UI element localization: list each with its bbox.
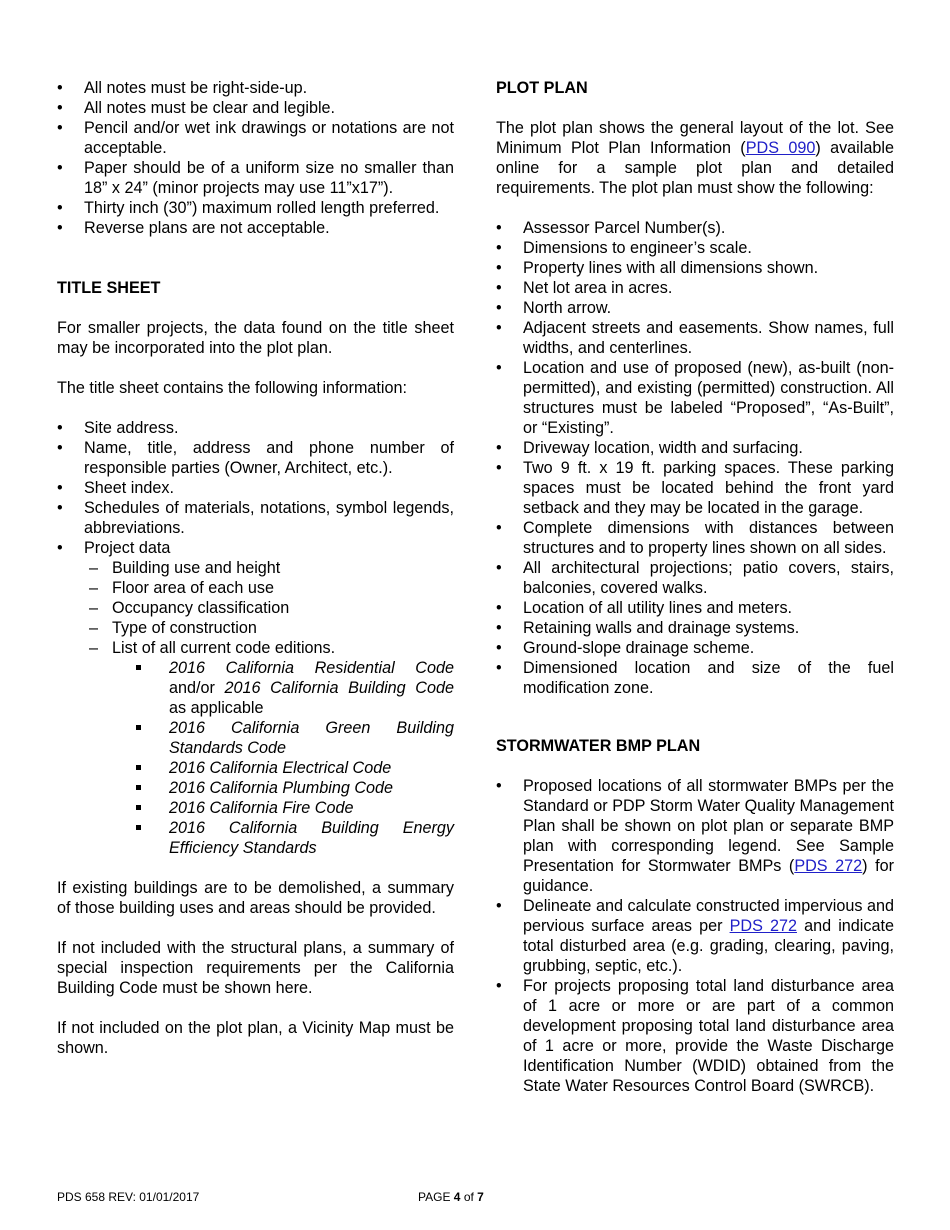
list-item: • Complete dimensions with distances between structures and to property lines shown on all sides. [496, 518, 894, 558]
list-item: • All notes must be clear and legible. [57, 98, 454, 118]
code-editions-label: – List of all current code editions. [57, 638, 454, 658]
project-data-label: • Project data [57, 538, 454, 558]
list-item: • All notes must be right-side-up. [57, 78, 454, 98]
code-editions-item [57, 638, 454, 858]
list-item: • Proposed locations of all stormwater BMPs per the Standard or PDP Storm Water Quality Management Plan shall be shown on plot plan or separate BMP plan with corresponding legend. See Sample Presentation for Stormwater BMPs (PDS 272) for guidance. [496, 776, 894, 896]
page-number: PAGE 4 of 7 [418, 1190, 484, 1204]
plot-plan-heading: PLOT PLAN [496, 79, 588, 97]
list-item: • Ground-slope drainage scheme. [496, 638, 894, 658]
list-item: • Retaining walls and drainage systems. [496, 618, 894, 638]
list-item: 2016 California Plumbing Code [57, 778, 454, 798]
bmp-heading: STORMWATER BMP PLAN [496, 737, 701, 755]
list-item: • For projects proposing total land disturbance area of 1 acre or more or are part of a common development proposing total land disturbance area of 1 acre or more, provide the Waste Discharge Identification Number (WDID) obtained from the State Water Resources Control Board (SWRCB). [496, 976, 894, 1096]
list-item: – Type of construction [57, 618, 454, 638]
pds-272-link[interactable]: PDS 272 [729, 917, 797, 935]
list-item: • Location and use of proposed (new), as-built (non-permitted), and existing (permitted) construction. All structures must be labeled “Proposed”, “As-Built”, or “Existing”. [496, 358, 894, 438]
list-item: – Building use and height [57, 558, 454, 578]
list-item: • Pencil and/or wet ink drawings or notations are not acceptable. [57, 118, 454, 158]
list-item: • Adjacent streets and easements. Show names, full widths, and centerlines. [496, 318, 894, 358]
list-item: • Dimensions to engineer’s scale. [496, 238, 894, 258]
form-revision: PDS 658 REV: 01/01/2017 [57, 1190, 200, 1204]
bmp-list [496, 776, 894, 1096]
title-sheet-intro: The title sheet contains the following information: [57, 379, 408, 397]
plot-plan-list [496, 218, 894, 698]
right-column [496, 78, 894, 1096]
demolish-paragraph: If existing buildings are to be demolished, a summary of those building uses and areas should be provided. [57, 879, 454, 917]
notes-list [57, 78, 454, 238]
list-item: • Site address. [57, 418, 454, 438]
structural-paragraph: If not included with the structural plans, a summary of special inspection requirements per the California Building Code must be shown here. [57, 939, 454, 997]
list-item: • Location of all utility lines and meters. [496, 598, 894, 618]
pds-272-link[interactable]: PDS 272 [794, 857, 863, 875]
list-item: • Driveway location, width and surfacing. [496, 438, 894, 458]
list-item: 2016 California Electrical Code [57, 758, 454, 778]
list-item: • Paper should be of a uniform size no smaller than 18” x 24” (minor projects may use 11”x17”). [57, 158, 454, 198]
pds-090-link[interactable]: PDS 090 [745, 139, 816, 157]
list-item: • Net lot area in acres. [496, 278, 894, 298]
title-sheet-list [57, 418, 454, 858]
list-item: • Property lines with all dimensions shown. [496, 258, 894, 278]
list-item: • Schedules of materials, notations, symbol legends, abbreviations. [57, 498, 454, 538]
title-sheet-heading: TITLE SHEET [57, 279, 161, 297]
title-sheet-paragraph: For smaller projects, the data found on the title sheet may be incorporated into the plot plan. [57, 319, 454, 357]
list-item: • Reverse plans are not acceptable. [57, 218, 454, 238]
list-item: • North arrow. [496, 298, 894, 318]
list-item: • Sheet index. [57, 478, 454, 498]
left-column [57, 78, 454, 1058]
list-item: • Dimensioned location and size of the fuel modification zone. [496, 658, 894, 698]
list-item: – Floor area of each use [57, 578, 454, 598]
plot-plan-intro: The plot plan shows the general layout of the lot. See Minimum Plot Plan Information (PDS 090) available online for a sample plot plan and detailed requirements. The plot plan must show the following: [496, 119, 894, 197]
code-editions-list [57, 658, 454, 858]
list-item: • All architectural projections; patio covers, stairs, balconies, covered walks. [496, 558, 894, 598]
list-item: • Two 9 ft. x 19 ft. parking spaces. These parking spaces must be located behind the front yard setback and they may be located in the garage. [496, 458, 894, 518]
project-data-list [57, 558, 454, 858]
list-item: 2016 California Fire Code [57, 798, 454, 818]
list-item: 2016 California Building Energy Efficiency Standards [57, 818, 454, 858]
list-item: • Name, title, address and phone number of responsible parties (Owner, Architect, etc.). [57, 438, 454, 478]
project-data-item [57, 538, 454, 858]
list-item: • Delineate and calculate constructed impervious and pervious surface areas per PDS 272 and indicate total disturbed area (e.g. grading, clearing, paving, grubbing, septic, etc.). [496, 896, 894, 976]
list-item: – Occupancy classification [57, 598, 454, 618]
list-item: • Thirty inch (30”) maximum rolled length preferred. [57, 198, 454, 218]
vicinity-paragraph: If not included on the plot plan, a Vicinity Map must be shown. [57, 1019, 454, 1057]
list-item: 2016 California Green Building Standards Code [57, 718, 454, 758]
list-item: 2016 California Residential Code and/or 2016 California Building Code as applicable [57, 658, 454, 718]
list-item: • Assessor Parcel Number(s). [496, 218, 894, 238]
